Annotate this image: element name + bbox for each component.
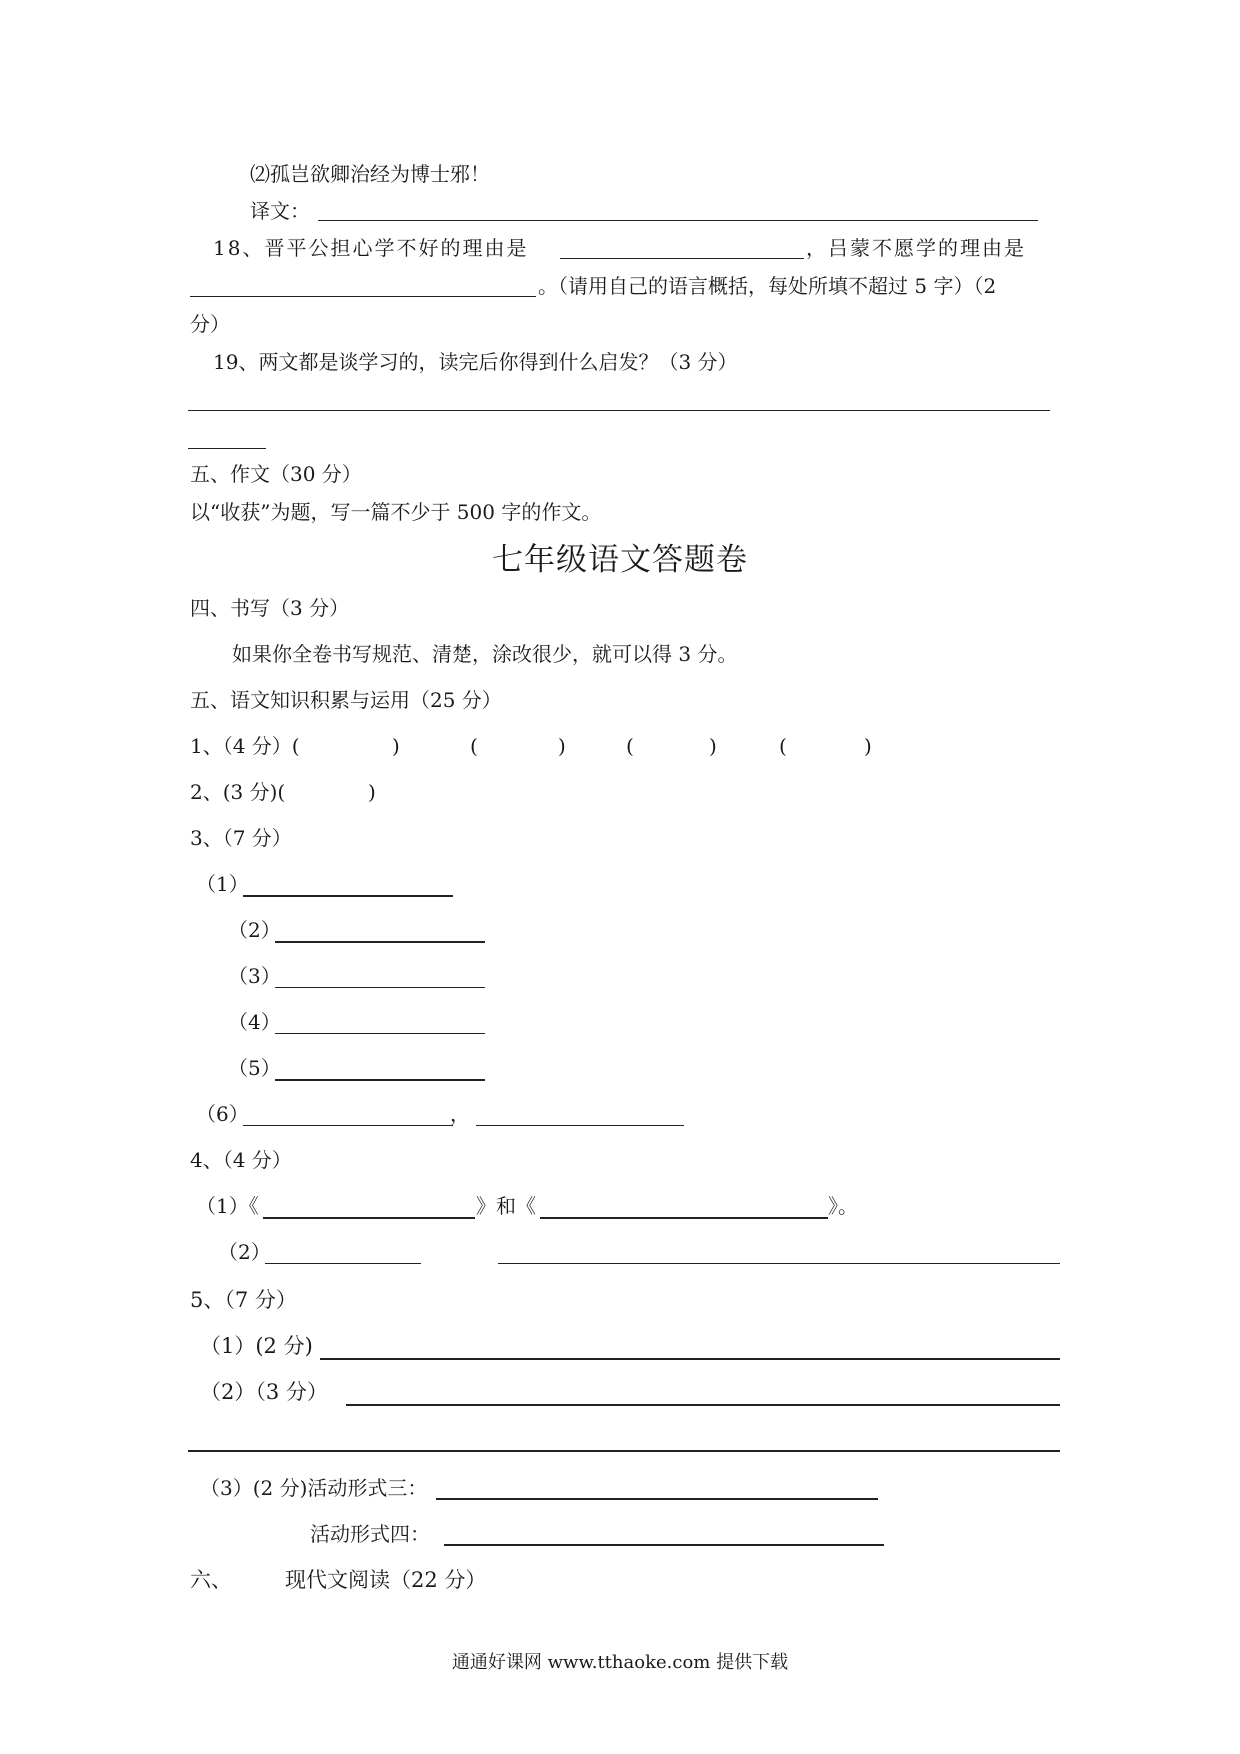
q5-3-label: （3）(2 分)活动形式三： — [200, 1476, 428, 1500]
q1-label: 1、（4 分）( — [190, 734, 300, 758]
section4-heading: 四、书写（3 分） — [190, 596, 350, 620]
q18-blank-2[interactable] — [190, 296, 536, 297]
translation-label: 译文： — [250, 199, 310, 223]
q1-paren-open: ( — [470, 734, 478, 758]
q18-text-d: 分） — [190, 312, 230, 336]
composition-heading: 五、作文（30 分） — [190, 462, 362, 486]
q1-paren-close: ) — [558, 734, 566, 758]
q1-paren-close: ) — [392, 734, 400, 758]
q4-label: 4、（4 分） — [190, 1148, 292, 1172]
q3-item-4-blank[interactable] — [275, 1033, 485, 1034]
q3-item-2-label: （2） — [228, 918, 281, 942]
q3-item-4-label: （4） — [228, 1010, 281, 1034]
q5-label: 5、（7 分） — [190, 1288, 297, 1312]
q3-item-6-comma: ， — [450, 1102, 470, 1126]
q4-2-blank-a[interactable] — [265, 1263, 421, 1264]
q1-paren-close: ) — [709, 734, 717, 758]
section5-heading: 五、语文知识积累与运用（25 分） — [190, 688, 502, 712]
section4-text: 如果你全卷书写规范、清楚，涂改很少，就可以得 3 分。 — [232, 642, 738, 666]
q4-1-text-a: （1）《 — [196, 1194, 259, 1218]
q4-1-text-c: 》。 — [828, 1194, 858, 1218]
q3-item-1-label: （1） — [196, 872, 249, 896]
composition-prompt: 以“收获”为题，写一篇不少于 500 字的作文。 — [190, 500, 602, 524]
q17-2-text: ⑵孤岂欲卿治经为博士邪！ — [250, 162, 490, 186]
q3-item-3-label: （3） — [228, 964, 281, 988]
q3-label: 3、（7 分） — [190, 826, 292, 850]
q4-2-blank-b[interactable] — [498, 1263, 1060, 1264]
q5-2-blank-line2[interactable] — [188, 1450, 1060, 1452]
q4-1-text-b: 》和《 — [476, 1194, 536, 1218]
q5-1-label: （1）(2 分) — [200, 1334, 313, 1358]
q19-answer-line-1[interactable] — [188, 410, 1050, 411]
q3-item-2-blank[interactable] — [275, 941, 485, 943]
q19-text: 19、两文都是谈学习的，读完后你得到什么启发？（3 分） — [213, 350, 738, 374]
q4-2-label: （2） — [218, 1240, 271, 1264]
q1-paren-close: ) — [864, 734, 872, 758]
q3-item-5-blank[interactable] — [275, 1079, 485, 1081]
q5-3-blank-a[interactable] — [436, 1498, 878, 1500]
q3-item-6-blank-a[interactable] — [243, 1125, 453, 1126]
section6-heading-num: 六、 — [190, 1568, 232, 1592]
q18-text-a: 18、晋平公担心学不好的理由是 — [213, 236, 529, 260]
q18-blank-1[interactable] — [560, 258, 804, 259]
q18-text-b: ，吕蒙不愿学的理由是 — [806, 236, 1026, 260]
q5-3b-label: 活动形式四： — [310, 1522, 430, 1546]
q1-paren-open: ( — [779, 734, 787, 758]
q5-1-blank[interactable] — [320, 1358, 1060, 1360]
q3-item-6-blank-b[interactable] — [476, 1125, 684, 1126]
q4-1-blank-a[interactable] — [263, 1217, 475, 1219]
q3-item-6-label: （6） — [196, 1102, 249, 1126]
footer-watermark: 通通好课网 www.tthaoke.com 提供下载 — [451, 1652, 789, 1673]
q4-1-blank-b[interactable] — [540, 1217, 828, 1219]
translation-blank[interactable] — [318, 220, 1038, 221]
q2-paren-close: ) — [368, 780, 376, 804]
q1-paren-open: ( — [626, 734, 634, 758]
q3-item-5-label: （5） — [228, 1056, 281, 1080]
q19-answer-line-2[interactable] — [188, 448, 266, 449]
q18-text-c: 。（请用自己的语言概括，每处所填不超过 5 字）（2 — [538, 274, 997, 298]
q3-item-1-blank[interactable] — [243, 895, 453, 897]
answer-sheet-title: 七年级语文答题卷 — [492, 542, 748, 578]
section6-heading: 现代文阅读（22 分） — [285, 1568, 487, 1592]
q5-2-blank[interactable] — [346, 1404, 1060, 1406]
q2-label: 2、(3 分)( — [190, 780, 286, 804]
q5-3-blank-b[interactable] — [444, 1544, 884, 1546]
q5-2-label: （2）（3 分） — [200, 1380, 328, 1404]
q3-item-3-blank[interactable] — [275, 987, 485, 988]
